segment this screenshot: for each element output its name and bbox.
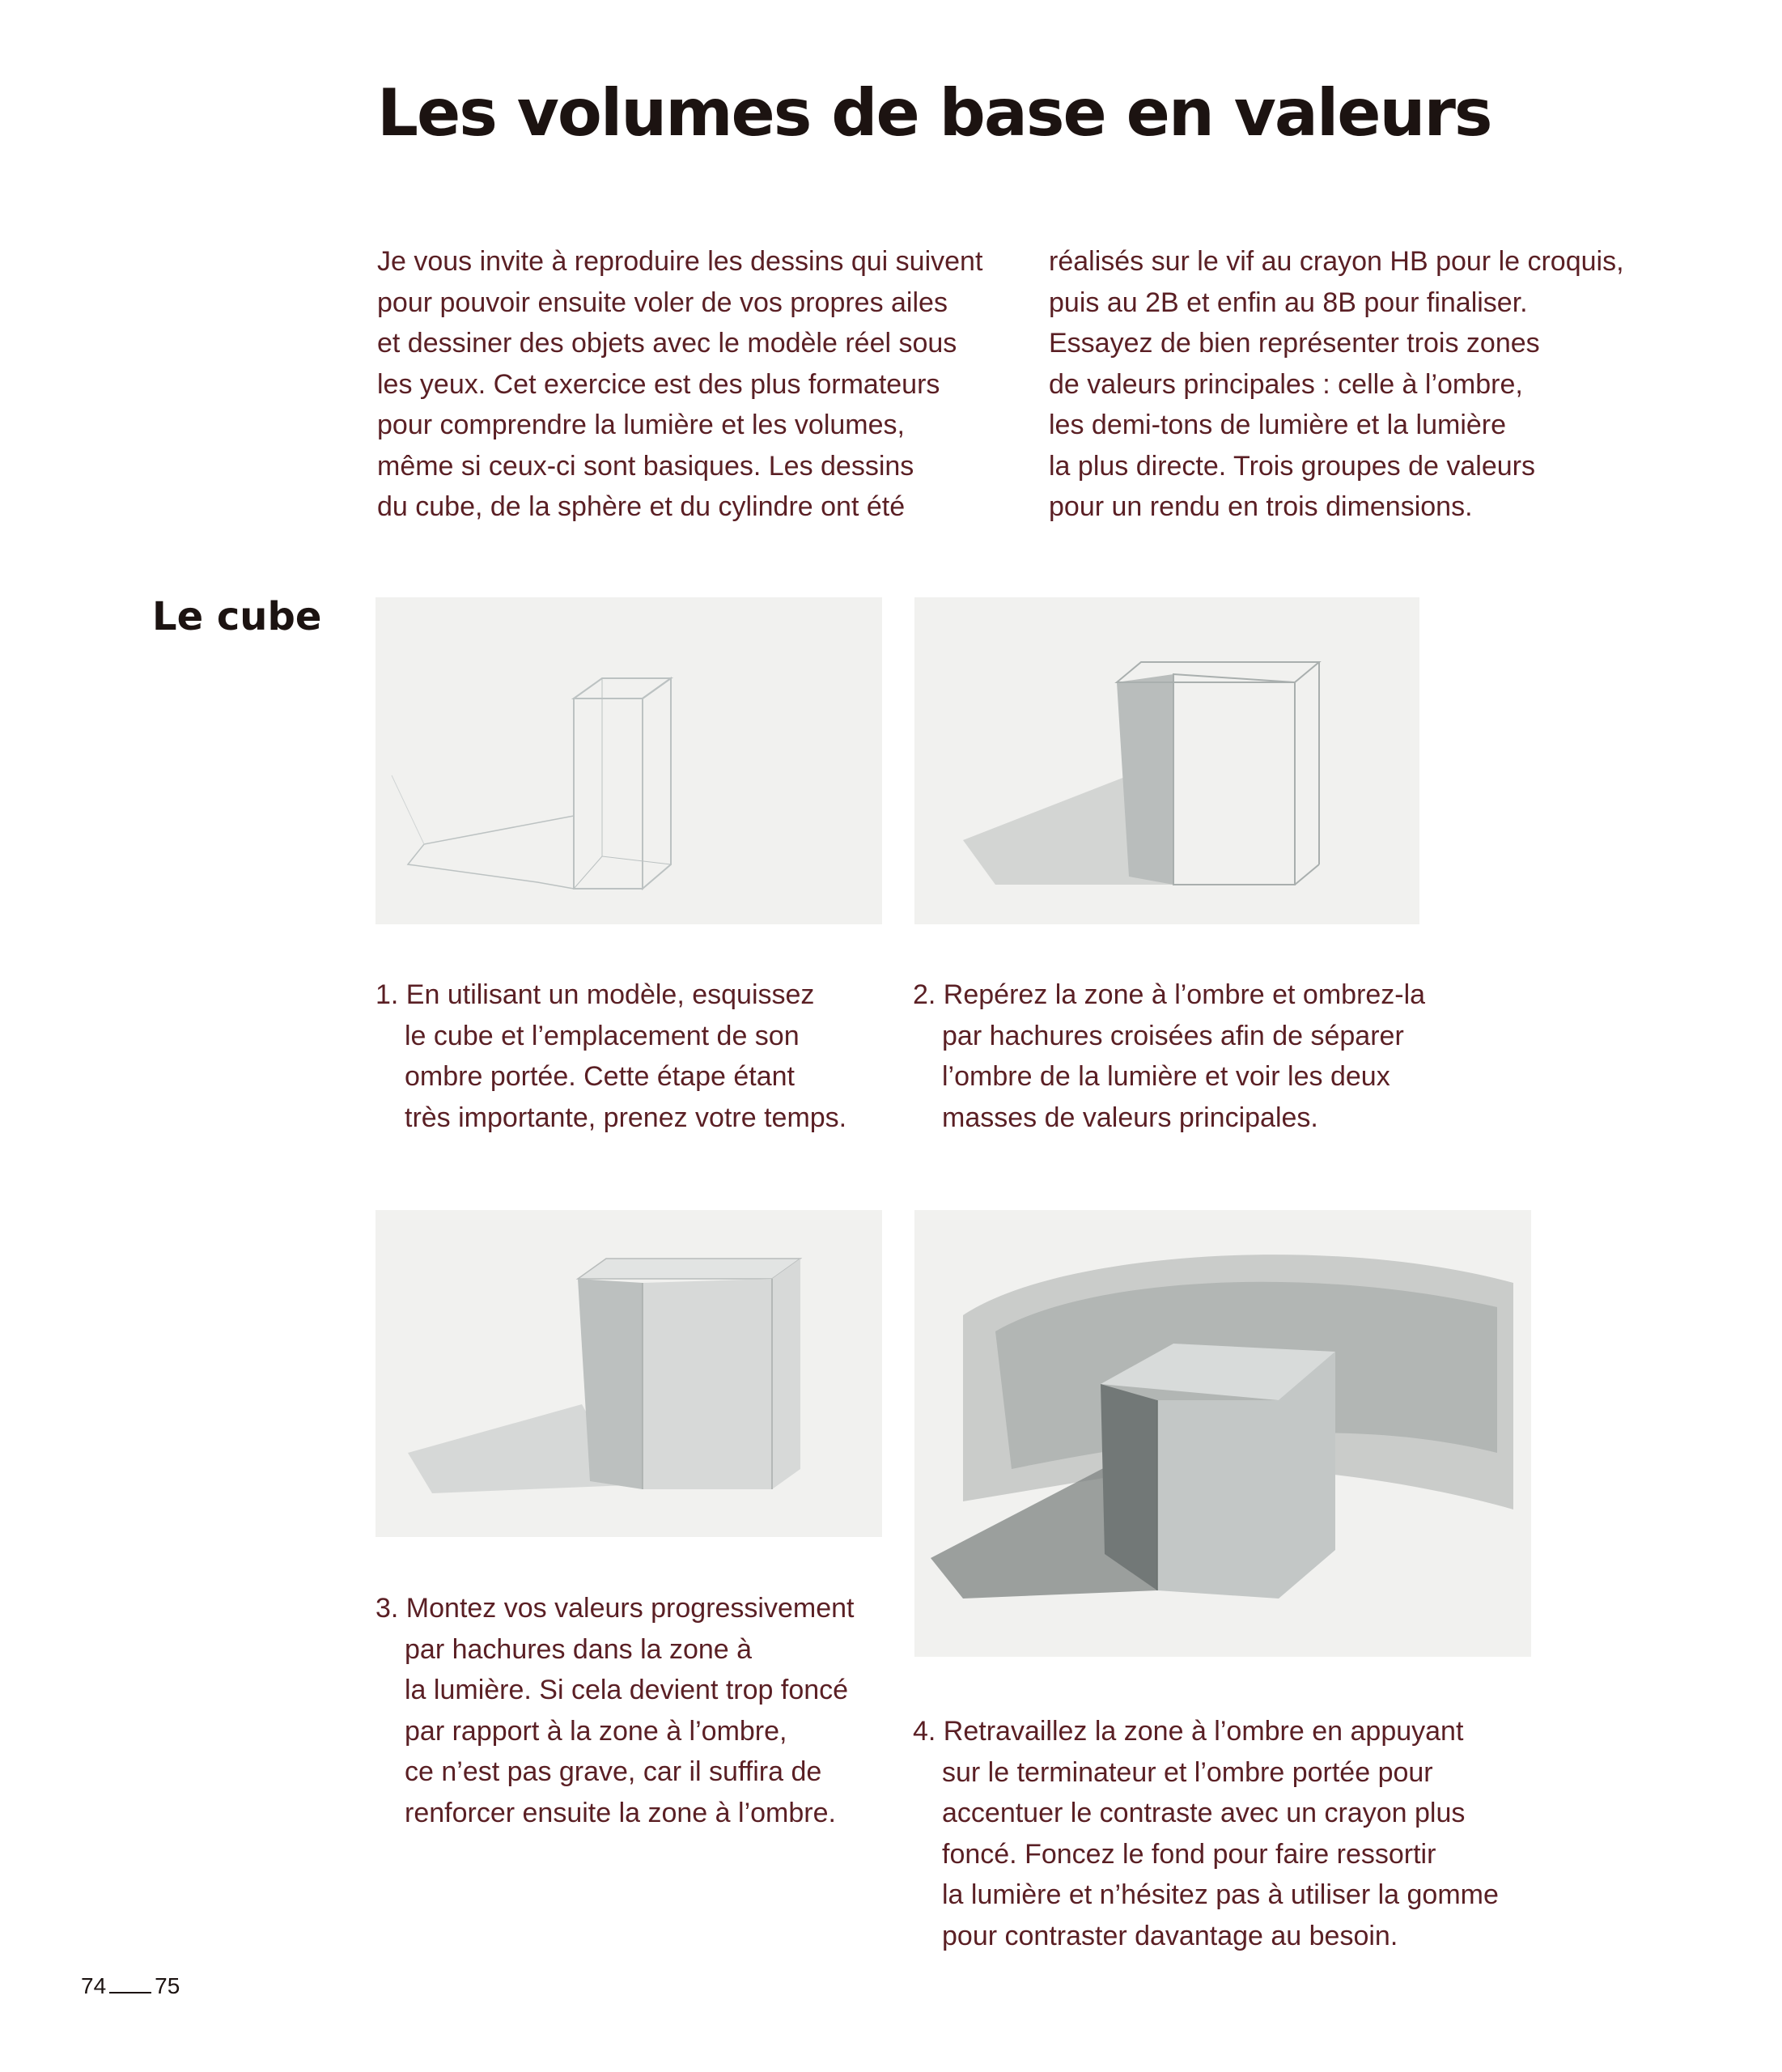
page-numbers xyxy=(81,1973,180,1999)
caption-line: par hachures croisées afin de séparer xyxy=(942,1020,1404,1051)
caption-line: 2. Repérez la zone à l’ombre et ombrez-la xyxy=(913,979,1426,1010)
step-4-final-image xyxy=(914,1210,1531,1657)
caption-line: la lumière. Si cela devient trop foncé xyxy=(405,1675,849,1705)
caption-line: sur le terminateur et l’ombre portée pour xyxy=(942,1756,1433,1788)
intro-column-left xyxy=(377,241,982,528)
caption-line: ce n’est pas grave, car il suffira de xyxy=(405,1756,822,1787)
caption-line: l’ombre de la lumière et voir les deux xyxy=(942,1061,1390,1092)
intro-line: les demi-tons de lumière et la lumière xyxy=(1049,410,1507,440)
section-title: Le cube xyxy=(152,594,322,639)
caption-line: pour contraster davantage au besoin. xyxy=(942,1920,1398,1951)
caption-line: très importante, prenez votre temps. xyxy=(405,1102,847,1133)
intro-line: et dessiner des objets avec le modèle réel sous xyxy=(377,328,957,359)
intro-line: de valeurs principales : celle à l’ombre, xyxy=(1049,368,1523,400)
page-number-right: 75 xyxy=(155,1973,180,1998)
step-1-sketch-image xyxy=(375,597,882,924)
intro-line: même si ceux-ci sont basiques. Les dessins xyxy=(377,450,914,482)
caption-line: par hachures dans la zone à xyxy=(405,1633,753,1665)
step-3-values-image xyxy=(375,1210,882,1537)
page-number-left: 74 xyxy=(81,1973,107,1998)
caption-line: 4. Retravaillez la zone à l’ombre en appuyant xyxy=(913,1716,1464,1747)
intro-line: du cube, de la sphère et du cylindre ont été xyxy=(377,491,906,522)
caption-line: 3. Montez vos valeurs progressivement xyxy=(375,1593,855,1624)
caption-line: accentuer le contraste avec un crayon plus xyxy=(942,1798,1466,1828)
caption-line: masses de valeurs principales. xyxy=(942,1102,1318,1133)
intro-line: Je vous invite à reproduire les dessins qui suivent xyxy=(377,246,983,277)
intro-line: les yeux. Cet exercice est des plus formateurs xyxy=(377,368,940,400)
caption-line: ombre portée. Cette étape étant xyxy=(405,1061,795,1092)
intro-line: pour pouvoir ensuite voler de vos propres ailes xyxy=(377,287,948,318)
step-3-caption xyxy=(375,1588,854,1833)
intro-line: la plus directe. Trois groupes de valeurs xyxy=(1049,450,1535,482)
caption-line: par rapport à la zone à l’ombre, xyxy=(405,1715,787,1747)
caption-line: le cube et l’emplacement de son xyxy=(405,1020,800,1051)
page-title: Les volumes de base en valeurs xyxy=(377,75,1491,151)
intro-column-right xyxy=(1049,241,1624,528)
step-1-caption xyxy=(375,974,846,1138)
intro-line: pour un rendu en trois dimensions. xyxy=(1049,491,1473,522)
intro-line: pour comprendre la lumière et les volumes, xyxy=(377,410,905,440)
step-2-caption xyxy=(913,974,1425,1138)
caption-line: renforcer ensuite la zone à l’ombre. xyxy=(405,1797,836,1828)
intro-line: puis au 2B et enfin au 8B pour finaliser. xyxy=(1049,287,1528,318)
caption-line: 1. En utilisant un modèle, esquissez xyxy=(375,979,815,1010)
intro-line: Essayez de bien représenter trois zones xyxy=(1049,328,1540,359)
step-2-shading-image xyxy=(914,597,1419,924)
caption-line: la lumière et n’hésitez pas à utiliser la gomme xyxy=(942,1879,1499,1910)
folio-rule xyxy=(109,1992,151,1993)
intro-line: réalisés sur le vif au crayon HB pour le croquis, xyxy=(1049,246,1624,277)
caption-line: foncé. Foncez le fond pour faire ressortir xyxy=(942,1838,1436,1870)
step-4-caption xyxy=(913,1711,1499,1956)
